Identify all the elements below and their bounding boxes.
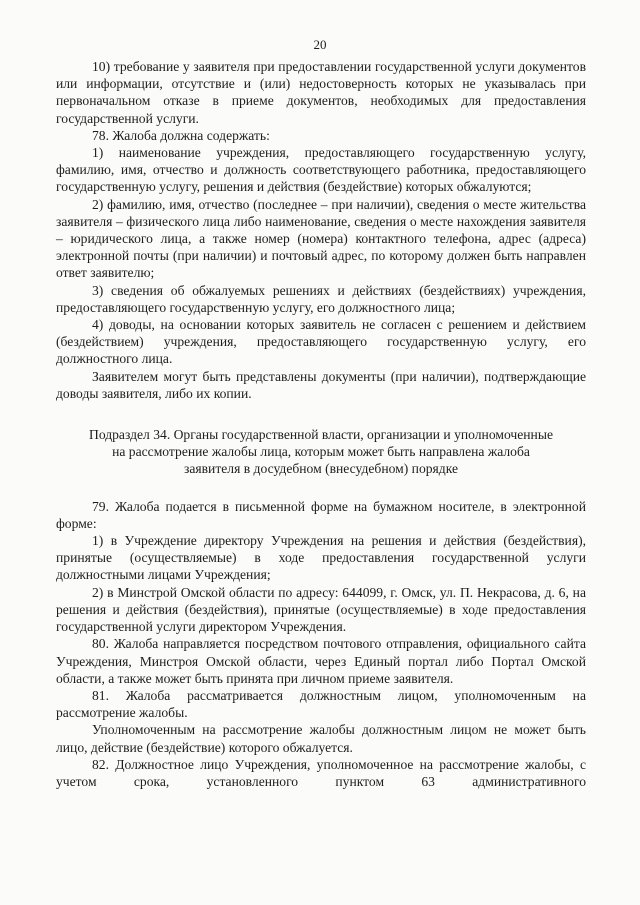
paragraph-82: 82. Должностное лицо Учреждения, уполномоченное на рассмотрение жалобы, с учетом срока, установленного пунктом 63 административного [56,756,586,789]
paragraph-item-10: 10) требование у заявителя при предоставлении государственной услуги документов или информации, отсутствие и (или) недостоверность которых не указывалась при первоначальном отказе в приеме документов, необходимых для предоставления государственной услуги. [56,59,586,126]
document-body [56,58,586,790]
paragraph-79: 79. Жалоба подается в письменной форме на бумажном носителе, в электронной форме: [56,498,586,531]
paragraph-78-item-1: 1) наименование учреждения, предоставляющего государственную услугу, фамилию, имя, отчество и должность соответствующего работника, предоставляющего государственную услугу, решения и действия (бездействие) которых обжалуются; [56,145,586,195]
paragraph-attachments: Заявителем могут быть представлены документы (при наличии), подтверждающие доводы заявителя, либо их копии. [56,368,586,401]
paragraph-79-item-1: 1) в Учреждение директору Учреждения на решения и действия (бездействия), принятые (осуществляемые) в ходе предоставления государственной услуги должностными лицами Учреждения; [56,533,586,583]
paragraph-78: 78. Жалоба должна содержать: [92,127,270,143]
heading-line: на рассмотрение жалобы лица, которым может быть направлена жалоба [112,444,530,460]
section-heading [56,426,586,478]
paragraph-81: 81. Жалоба рассматривается должностным лицом, уполномоченным на рассмотрение жалобы. [56,687,586,721]
paragraph-80: 80. Жалоба направляется посредством почтового отправления, официального сайта Учреждения, Минстроя Омской области, через Единый портал либо Портал Омской области, а также может быть принята при личном приеме заявителя. [56,636,586,686]
paragraph-78-item-4: 4) доводы, на основании которых заявитель не согласен с решением и действием (бездействием) учреждения, предоставляющего государственную услугу, его должностного лица. [56,317,586,367]
paragraph-authorized-person: Уполномоченным на рассмотрение жалобы должностным лицом не может быть лицо, действие (бездействие) которого обжалуется. [56,722,586,755]
heading-line: Подраздел 34. Органы государственной власти, организации и уполномоченные [89,427,553,443]
paragraph-78-item-3: 3) сведения об обжалуемых решениях и действиях (бездействиях) учреждения, предоставляющего государственную услугу, его должностного лица; [56,282,586,315]
page-number: 20 [313,37,327,52]
paragraph-78-item-2: 2) фамилию, имя, отчество (последнее – при наличии), сведения о месте жительства заявителя – физического лица либо наименование, сведения о месте нахождения заявителя – юридического лица, а также номер (номера) контактного телефона, адрес (адреса) электронной почты (при наличии) и почтовый адрес, по которому должен быть направлен ответ заявителю; [56,196,586,281]
heading-line: заявителя в досудебном (внесудебном) порядке [183,461,459,477]
paragraph-79-item-2: 2) в Минстрой Омской области по адресу: 644099, г. Омск, ул. П. Некрасова, д. 6, на решения и действия (бездействия), принятые (осуществляемые) в ходе предоставления государственной услуги директором Учреждения. [56,584,586,635]
